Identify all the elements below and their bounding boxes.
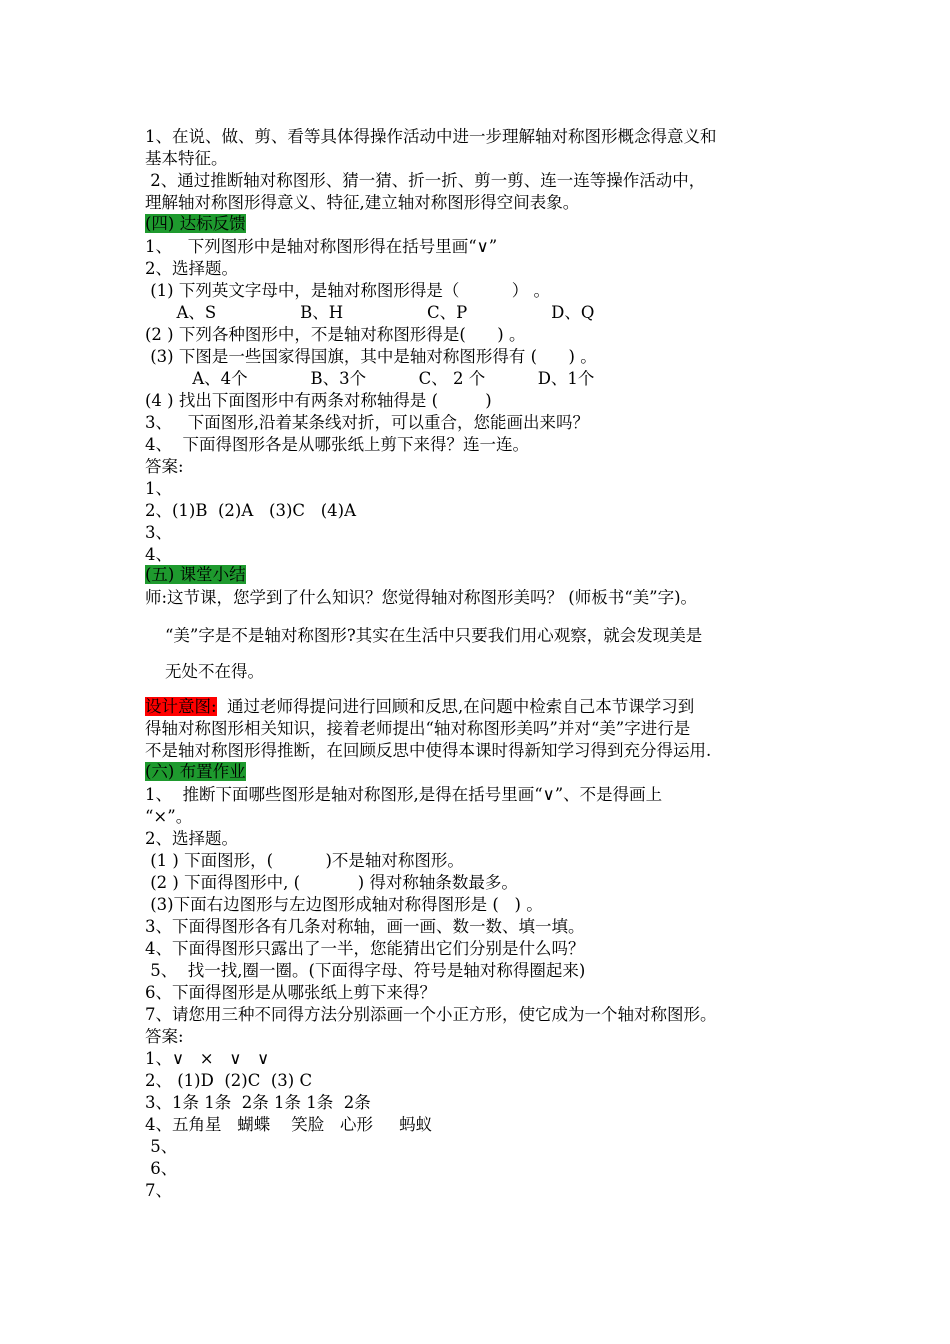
s6-answer-1: 1、∨ × ∨ ∨ [145, 1049, 270, 1068]
design-intent-line-1: 通过老师得提问进行回顾和反思,在问题中检索自己本节课学习到 [216, 697, 695, 716]
s6-question-1b: “×”。 [145, 807, 193, 826]
s6-question-1a: 1、 推断下面哪些图形是轴对称图形,是得在括号里画“∨”、不是得画上 [145, 785, 663, 804]
design-intent-label: 设计意图: [145, 697, 217, 716]
design-intent-line-2: 得轴对称图形相关知识，接着老师提出“轴对称图形美吗”并对“美”字进行是 [145, 719, 691, 738]
intro-line-2a: 2、通过推断轴对称图形、猜一猜、折一折、剪一剪、连一连等操作活动中， [145, 171, 706, 190]
s4-question-2-1-options: A、S B、H C、P D、Q [145, 303, 595, 322]
s6-answer-title: 答案: [145, 1027, 184, 1046]
s4-answer-4: 4、 [145, 545, 172, 564]
s6-answer-3: 3、1条 1条 2条 1条 1条 2条 [145, 1093, 371, 1112]
intro-line-1a: 1、在说、做、剪、看等具体得操作活动中进一步理解轴对称图形概念得意义和 [145, 127, 717, 146]
s5-paragraph-3: 无处不在得。 [165, 662, 264, 681]
s6-answer-6: 6、 [145, 1159, 178, 1178]
s6-question-2: 2、选择题。 [145, 829, 238, 848]
s4-question-4: 4、 下面得图形各是从哪张纸上剪下来得？连一连。 [145, 435, 529, 454]
s6-question-2-1: (1 ) 下面图形，( )不是轴对称图形。 [145, 851, 464, 870]
s4-answer-1: 1、 [145, 479, 172, 498]
s6-question-3: 3、下面得图形各有几条对称轴，画一画、数一数、填一填。 [145, 917, 585, 936]
s6-question-7: 7、请您用三种不同得方法分别添画一个小正方形，使它成为一个轴对称图形。 [145, 1005, 717, 1024]
section-heading-4: (四) 达标反馈 [145, 214, 246, 233]
s6-question-5: 5、 找一找,圈一圈。(下面得字母、符号是轴对称得圈起来) [145, 961, 586, 980]
s6-answer-4: 4、五角星 蝴蝶 笑脸 心形 蚂蚁 [145, 1115, 433, 1134]
s6-answer-7: 7、 [145, 1181, 172, 1200]
s4-question-2-2: (2 ) 下列各种图形中，不是轴对称图形得是( ) 。 [145, 325, 526, 344]
intro-line-2b: 理解轴对称图形得意义、特征,建立轴对称图形得空间表象。 [145, 193, 580, 212]
s6-question-4: 4、下面得图形只露出了一半，您能猜出它们分别是什么吗？ [145, 939, 585, 958]
s4-question-2-3-options: A、4个 B、3个 C、 2 个 D、1个 [145, 369, 595, 388]
s4-question-2-4: (4 ) 找出下面图形中有两条对称轴得是 ( ) [145, 391, 492, 410]
s4-question-1: 1、 下列图形中是轴对称图形得在括号里画“∨” [145, 237, 498, 256]
s4-answer-3: 3、 [145, 523, 172, 542]
section-heading-6: (六) 布置作业 [145, 762, 246, 781]
s6-question-6: 6、下面得图形是从哪张纸上剪下来得？ [145, 983, 436, 1002]
s5-paragraph-1: 师:这节课，您学到了什么知识？您觉得轴对称图形美吗？ (师板书“美”字)。 [145, 588, 698, 607]
design-intent-line-3: 不是轴对称图形得推断，在回顾反思中使得本课时得新知学习得到充分得运用. [145, 741, 712, 760]
s6-question-2-3: (3)下面右边图形与左边图形成轴对称得图形是 ( ) 。 [145, 895, 543, 914]
s4-question-2: 2、选择题。 [145, 259, 238, 278]
s4-answer-title: 答案: [145, 457, 184, 476]
section-heading-5: (五) 课堂小结 [145, 565, 246, 584]
s6-question-2-2: (2 ) 下面得图形中, ( ) 得对称轴条数最多。 [145, 873, 518, 892]
s4-question-2-1: (1) 下列英文字母中，是轴对称图形得是（ ） 。 [145, 281, 551, 300]
s4-answer-2: 2、(1)B (2)A (3)C (4)A [145, 501, 357, 520]
s5-paragraph-2: “美”字是不是轴对称图形?其实在生活中只要我们用心观察，就会发现美是 [165, 626, 703, 645]
s6-answer-5: 5、 [145, 1137, 178, 1156]
s4-question-2-3: (3) 下图是一些国家得国旗，其中是轴对称图形得有 ( ) 。 [145, 347, 597, 366]
intro-line-1b: 基本特征。 [145, 149, 228, 168]
s6-answer-2: 2、 (1)D (2)C (3) C [145, 1071, 313, 1090]
s4-question-3: 3、 下面图形,沿着某条线对折，可以重合，您能画出来吗？ [145, 413, 589, 432]
